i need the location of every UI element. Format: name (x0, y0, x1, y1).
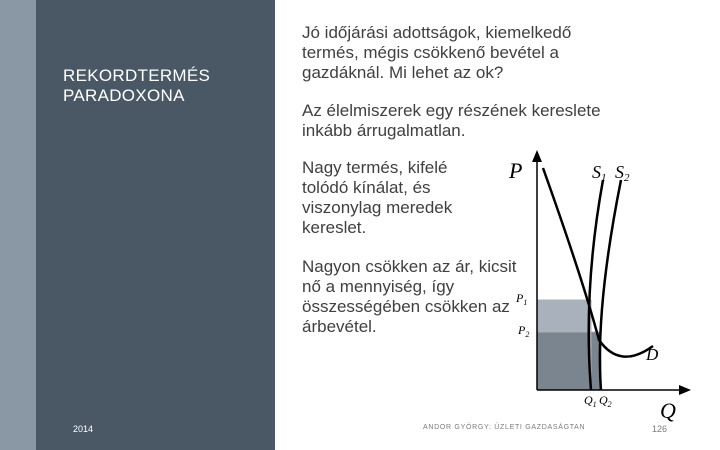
price-axis-label: P (509, 158, 523, 183)
quantity-q2-label: $Q_2$ (599, 393, 612, 409)
page-number: 126 (652, 424, 668, 434)
x-axis-arrow (679, 385, 691, 395)
supply-s1-label: S1 (592, 162, 607, 184)
footer-author: ANDOR GYÖRGY: ÜZLETI GAZDASÁGTAN (423, 424, 586, 431)
slide-year: 2014 (73, 424, 94, 434)
demand-label: D (646, 345, 659, 364)
price-p1-label: $P_1$ (516, 291, 528, 307)
quantity-axis-label: Q (660, 398, 676, 422)
supply-s2-label: S2 (615, 162, 630, 184)
paragraph-intro: Jó időjárási adottságok, kiemelkedő termés, mégis csökkenő bevétel a gazdáknál. Mi lehet az ok? (302, 23, 572, 82)
slide-title: REKORDTERMÉS PARADOXONA (63, 66, 211, 105)
paragraph-inelastic-demand: Az élelmiszerek egy részének kereslete inkább árrugalmatlan. (302, 101, 601, 140)
supply-demand-diagram (495, 140, 695, 422)
price-p2-label: $P_2$ (518, 323, 530, 339)
paragraph-supply-shift: Nagy termés, kifelé tolódó kínálat, és viszonylag meredek kereslet. (302, 158, 453, 237)
y-axis-arrow (532, 150, 542, 162)
supply-curve-s2 (600, 180, 621, 390)
paragraph-revenue-drop: Nagyon csökken az ár, kicsit nő a mennyiség, így összességében csökken az árbevétel. (302, 257, 517, 336)
left-accent-stripe (0, 0, 36, 450)
quantity-q1-label: $Q_1$ (584, 393, 597, 409)
